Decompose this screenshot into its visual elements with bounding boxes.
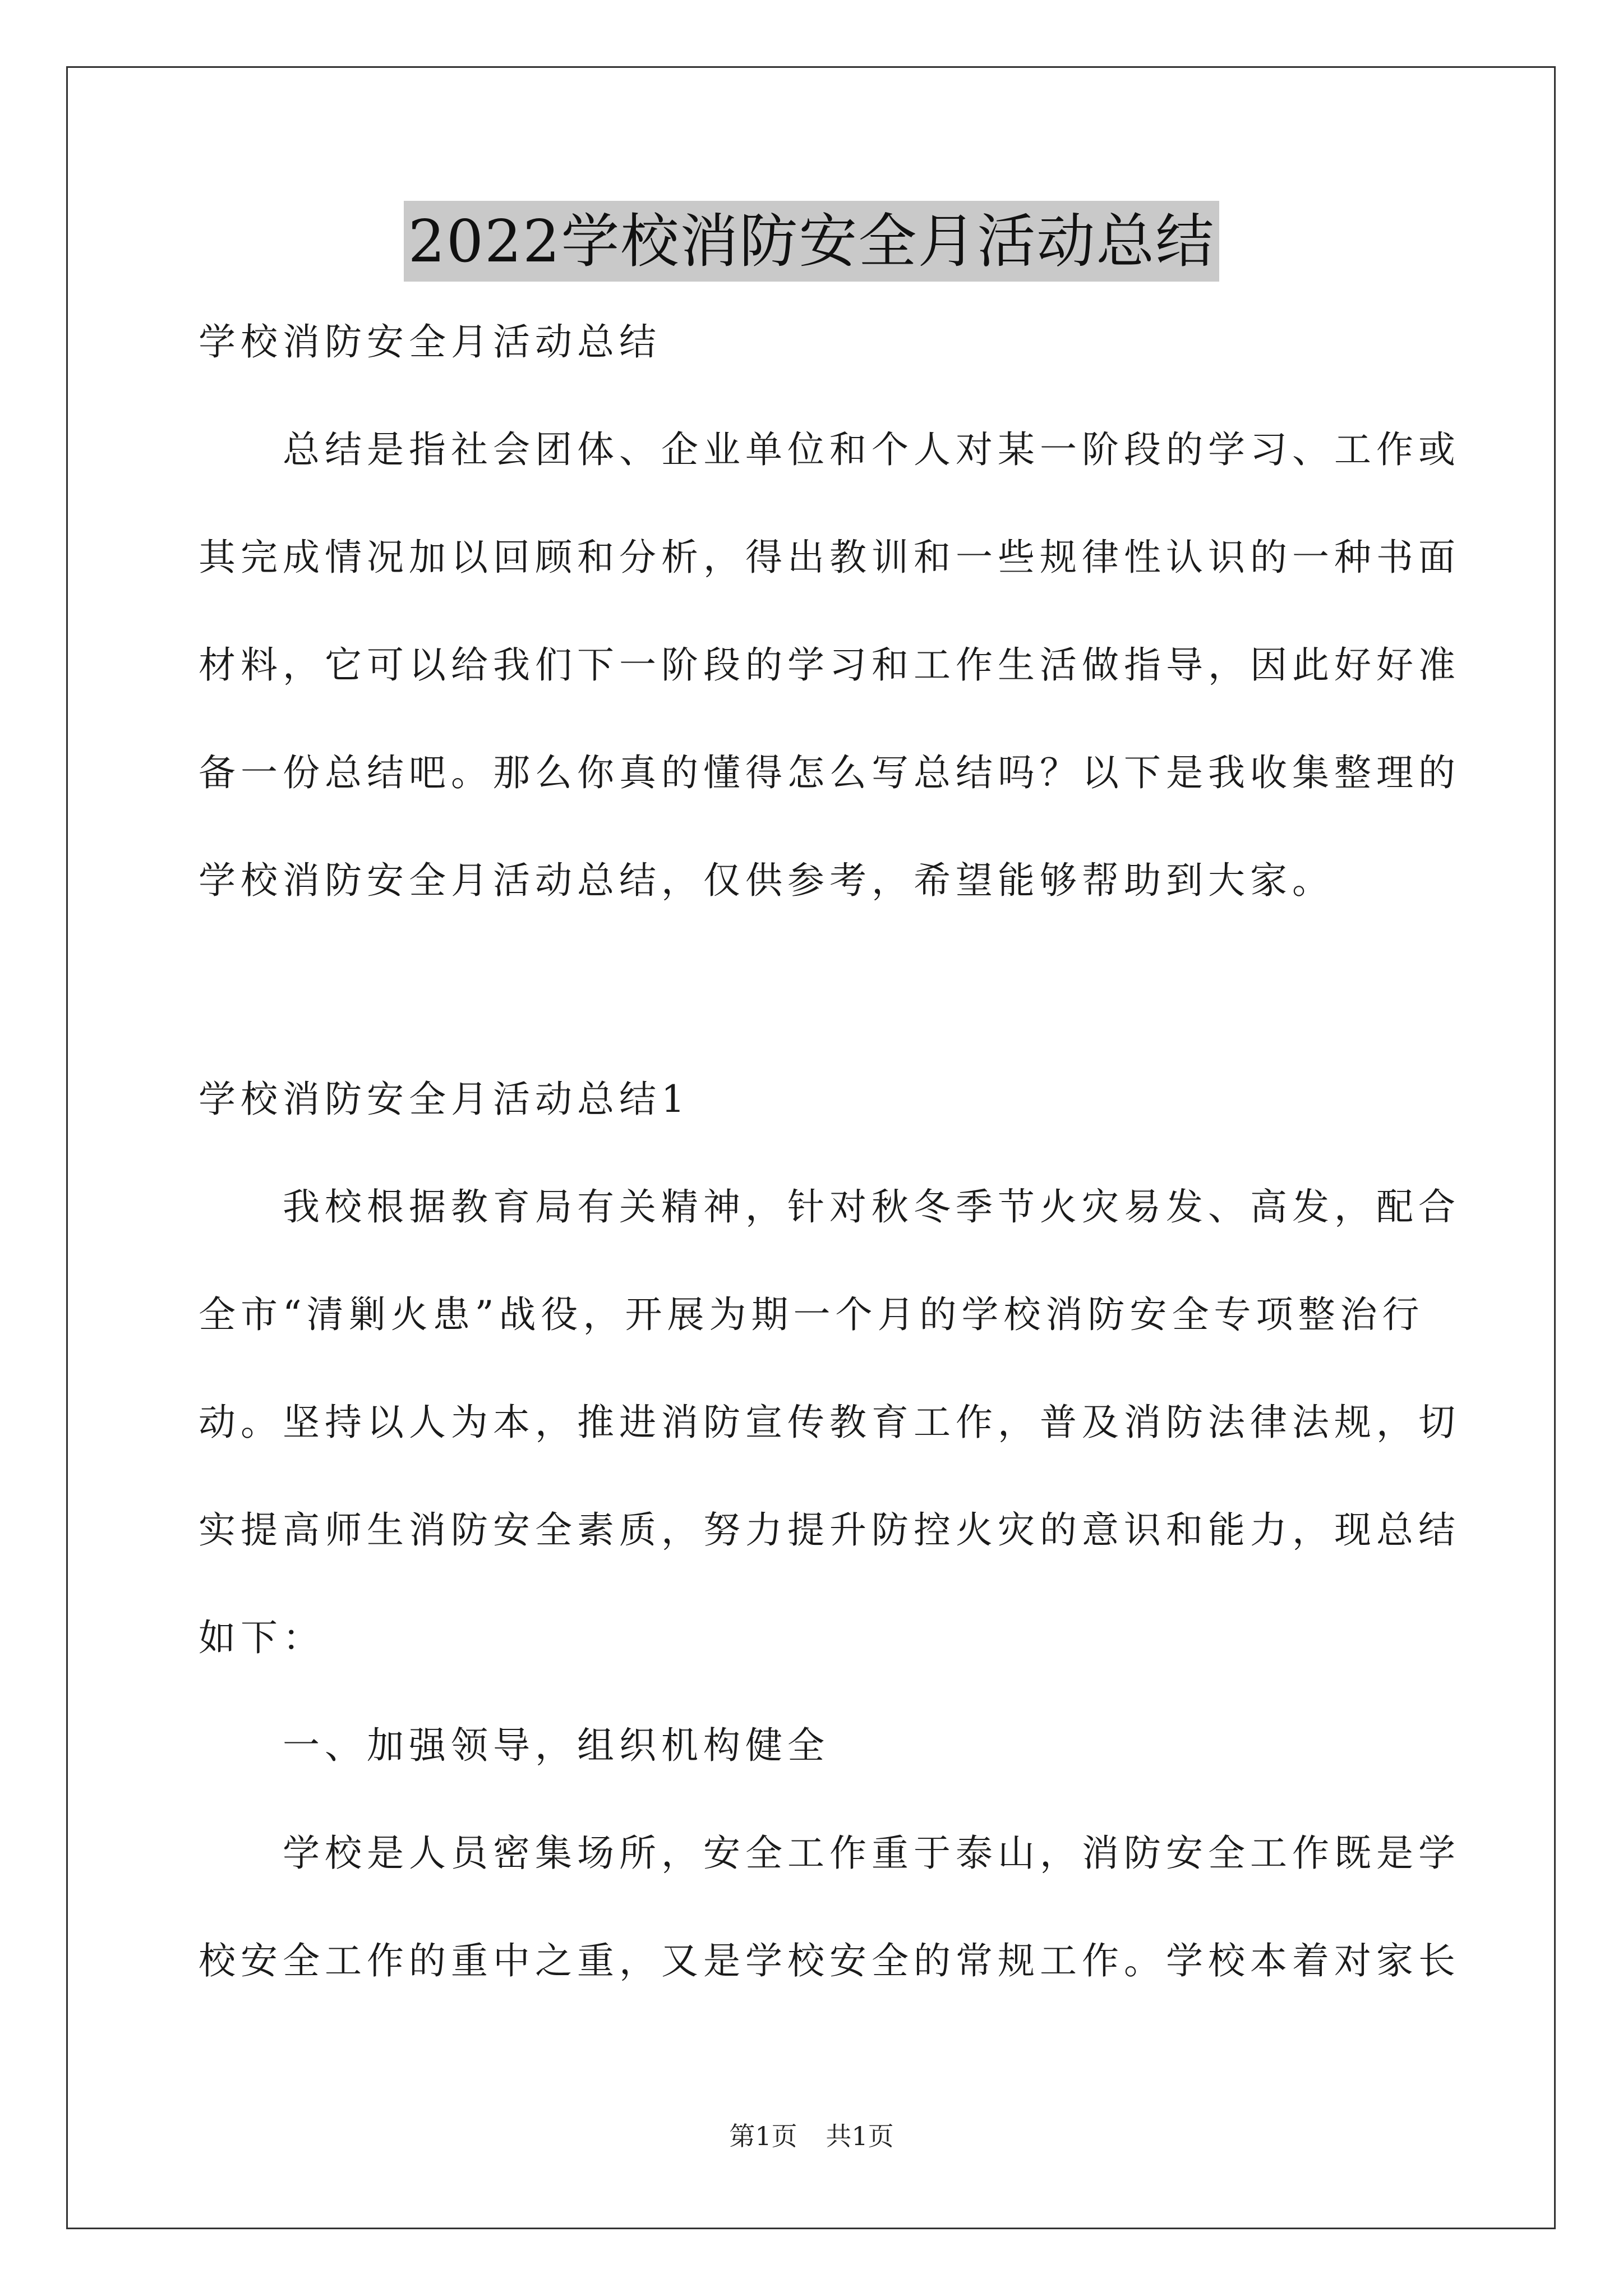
page-number-total: 共1页	[826, 2121, 894, 2151]
paragraph-line: 如下：	[199, 1616, 325, 1659]
paragraph-line: 实提高师生消防安全素质，努力提升防控火灾的意识和能力，现总结	[199, 1508, 1460, 1552]
section-heading: 学校消防安全月活动总结	[199, 320, 661, 364]
paragraph-line: 总结是指社会团体、企业单位和个人对某一阶段的学习、工作或	[199, 428, 1460, 471]
paragraph-line: 备一份总结吧。那么你真的懂得怎么写总结吗？以下是我收集整理的	[199, 751, 1460, 794]
page-border	[66, 66, 1556, 2229]
title-container	[0, 201, 1623, 282]
paragraph-line: 学校消防安全月活动总结，仅供参考，希望能够帮助到大家。	[199, 859, 1334, 902]
document-title: 2022学校消防安全月活动总结	[404, 201, 1220, 282]
paragraph-line: 校安全工作的重中之重，又是学校安全的常规工作。学校本着对家长	[199, 1939, 1460, 1982]
paragraph-line: 学校是人员密集场所，安全工作重于泰山，消防安全工作既是学	[199, 1832, 1460, 1875]
paragraph-line: 动。坚持以人为本，推进消防宣传教育工作，普及消防法律法规，切	[199, 1401, 1460, 1444]
paragraph-line: 其完成情况加以回顾和分析，得出教训和一些规律性认识的一种书面	[199, 536, 1460, 579]
subsection-heading: 一、加强领导，组织机构健全	[199, 1724, 829, 1767]
paragraph-line: 材料，它可以给我们下一阶段的学习和工作生活做指导，因此好好准	[199, 643, 1460, 687]
page-footer	[0, 2119, 1623, 2153]
page-number-current: 第1页	[729, 2121, 797, 2151]
paragraph-line: 全市“清剿火患”战役，开展为期一个月的学校消防安全专项整治行	[199, 1293, 1424, 1336]
paragraph-line: 我校根据教育局有关精神，针对秋冬季节火灾易发、高发，配合	[199, 1185, 1460, 1228]
section-heading: 学校消防安全月活动总结1	[199, 1078, 690, 1121]
